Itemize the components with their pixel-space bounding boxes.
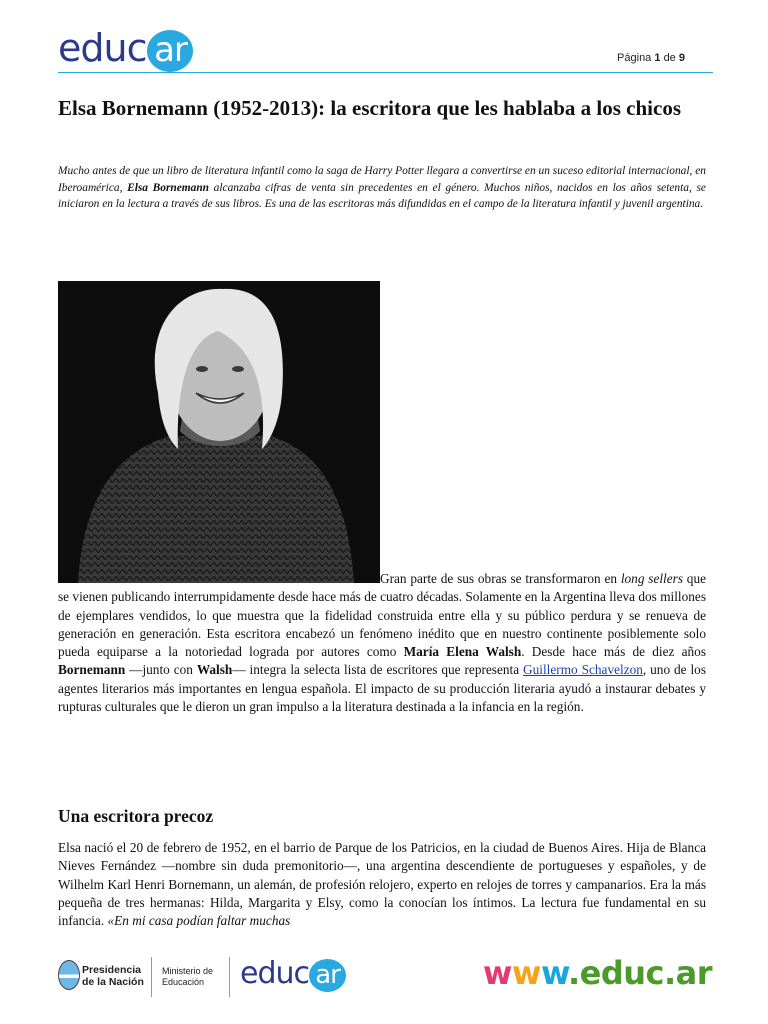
national-seal-icon — [58, 960, 80, 990]
educar-logo: educ ar — [58, 26, 193, 72]
page-header — [58, 26, 713, 74]
header-divider — [58, 72, 713, 73]
educar-logo-ar: ar — [147, 30, 193, 72]
article-lead: Mucho antes de que un libro de literatura infantil como la saga de Harry Potter llegara a convertirse en un suceso editorial internacional, en Iberoamérica, Elsa Bornemann alcanzaba cifras de venta sin precedentes en el género. Muchos niños, nacidos en los años setenta, se iniciaron en la lectura a través de sus libros. Es una de las escritoras más difundidas en el campo de la literatura infantil y juvenil argentina. — [58, 165, 706, 210]
section-heading: Una escritora precoz — [58, 806, 214, 826]
page-footer — [0, 950, 768, 1010]
paragraph-1: Gran parte de sus obras se transformaron en long sellers que se vienen publicando interrumpidamente desde hace más de cuatro décadas. Solamente en la Argentina lleva dos millones de ejemplares vendidos, lo que muestra que la fidelidad construida entre ella y su público perdura y se renueva de generación en generación. Esta escritora encabezó un fenómeno inédito que en nuestro continente posiblemente solo pueda equiparse a la notoriedad lograda por autores como María Elena Walsh. Desde hace más de diez años Bornemann —junto con Walsh— integra la selecta lista de escritores que representa Guillermo Schavelzon, uno de los agentes literarios más importantes en lengua española. El impacto de su producción literaria ayudó a instaurar debates y rupturas culturales que le dieron un gran impulso a la literatura destinada a la infancia en la región. — [58, 571, 706, 715]
paragraph-2: Elsa nació el 20 de febrero de 1952, en el barrio de Parque de los Patricios, en la ciudad de Buenos Aires. Hija de Blanca Nieves Fernández —nombre sin duda premonitorio—, una argentina descendiente de portugueses y españoles, y de Wilhelm Karl Henri Bornemann, un alemán, de profesión relojero, experto en relojes de torres y campanarios. Era la más pequeña de tres hermanas: Hilda, Margarita y Elsy, como la conocían los íntimos. La lectura fue fundamental en su infancia. «En mi casa podían faltar muchas — [58, 840, 706, 929]
ministerio-label: Ministerio de Educación — [162, 966, 214, 987]
footer-divider — [229, 957, 230, 997]
educar-footer-logo: educ ar — [240, 956, 346, 992]
article-title: Elsa Bornemann (1952-2013): la escritora que les hablaba a los chicos — [58, 96, 681, 120]
page-number: Página 1 de 9 — [617, 52, 685, 64]
author-photo — [58, 281, 380, 583]
footer-divider — [151, 957, 152, 997]
agent-link[interactable]: Guillermo Schavelzon — [523, 662, 643, 678]
educar-url[interactable]: www.educ.ar — [482, 954, 712, 992]
presidencia-label: Presidencia de la Nación — [82, 964, 144, 988]
